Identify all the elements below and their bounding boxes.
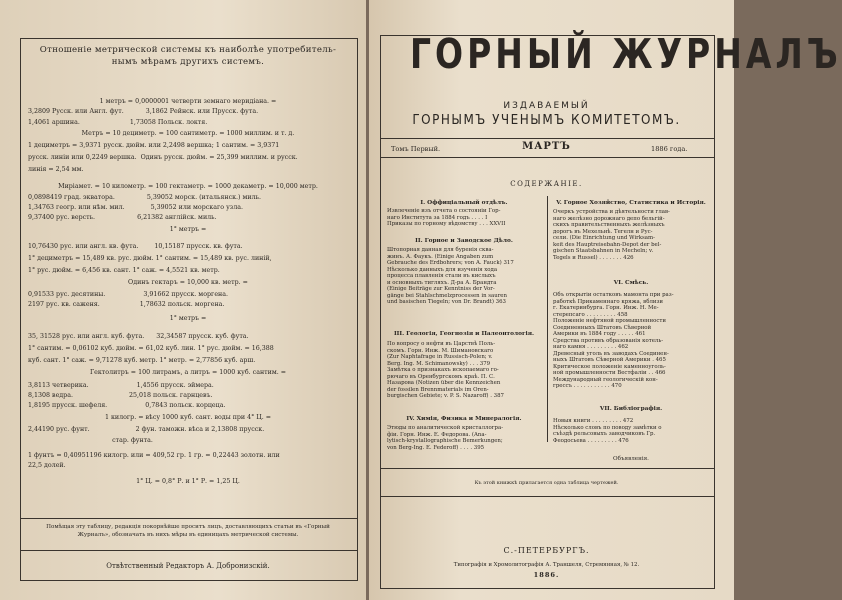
conversion-line: 22,5 долей. <box>28 462 66 469</box>
attachment-divider-bottom <box>380 496 714 497</box>
issue-year: 1886 года. <box>651 145 688 153</box>
conversion-line: 1 дециметръ = 3,9371 русск. дюйм. или 2,2498 вершка; 1 сантим. = 3,9371 <box>28 142 280 149</box>
conversion-line: Одинъ гектаръ = 10,000 кв. метр. = <box>128 279 248 286</box>
section-title-official: I. Оффиціальный отдѣлъ. <box>420 200 508 206</box>
conversion-line: 1° метръ = <box>169 315 207 322</box>
section-text-misc: Объ открытіи остатковъ мамонта при раз- работкѣ Прикаменнаго кряжа, вблизи г. Екатеринбурга. Горн. Инж. Н. Ме- стерепсаго . . . . . . . . . 458 Положеніе нефтяной промышленности Соединенныхъ Штатовъ Сѣверной Америки въ 1884 году . . . . . 461 Средства противъ образованія котель- наго камня . . . . . . . . . 462 Древесный уголь въ заводахъ Соединен- ныхъ Штатовъ Сѣверной Америки . 465 Критическое положеніе каменноуголь- ной промышленности Вестфаліи . . 466 Международный геологическій кон- грессъ . . . . . . . . . . . 470 <box>553 292 674 389</box>
conversion-line: Миріамет. = 10 километр. = 100 гектаметр. = 1000 декаметр. = 10,000 метр. <box>58 183 318 190</box>
conversion-line: 2,44190 рус. фунт. 2 фун. таможн. вѣса и 2,13808 прусск. <box>28 426 265 433</box>
imprint-year: 1886. <box>533 571 560 579</box>
issue-divider-top <box>380 138 714 139</box>
conversion-line: 0,0898419 град. экватора. 5,39052 морск. (итальянск.) миль. <box>28 194 262 201</box>
conversion-line: 1 килогр. = вѣсу 1000 куб. сант. воды при 4° Ц. = <box>104 414 272 421</box>
imprint-printer: Типографія и Хромолитографія А. Траншеля, Стремянная, № 12. <box>453 562 640 568</box>
editor-divider <box>20 550 357 551</box>
table-title-line-2: нымъ мѣрамъ другихъ системъ. <box>111 57 265 67</box>
section-title-economy: V. Горное Хозяйство, Статистика и Исторія. <box>556 200 706 206</box>
attachment-note: Къ этой книжкѣ прилагается одна таблица чертежей. <box>474 480 619 486</box>
conversion-line: 0,91533 рус. десятины. 3,91662 прусск. моргена. <box>28 291 228 298</box>
conversion-line: 1,34763 геогр. или нѣм. мил. 5,39052 или морскаго узла. <box>28 204 243 211</box>
footnote-divider <box>20 518 357 519</box>
footnote-line-2: Журналъ», обозначать въ нихъ мѣры въ единицахъ метрической системы. <box>77 532 299 538</box>
imprint-city: С.-ПЕТЕРБУРГЪ. <box>503 546 590 555</box>
conversion-line: 1° Ц. = 0,8° Р. и 1° Р. = 1,25 Ц. <box>136 478 240 485</box>
attachment-divider-top <box>380 468 714 469</box>
right-page <box>369 0 842 600</box>
left-page <box>0 0 366 600</box>
section-title-mining: II. Горное и Заводское Дѣло. <box>415 238 513 244</box>
volume-label: Томъ Первый. <box>391 145 441 153</box>
issue-divider-bottom <box>380 157 714 158</box>
section-text-chemistry: Этюды по аналитической кристаллогра- фіи. Горн. Инж. Е. Федорова. (Ana- lytisch-krystallographische Bemerkungen; von Berg-Ing. E. Federoff) . . . . 395 <box>387 425 504 451</box>
conversion-line: стар. фунта. <box>28 437 153 444</box>
conversion-line: Метръ = 10 дециметр. = 100 сантиметр. = 1000 миллим. и т. д. <box>81 130 295 137</box>
conversion-line: 35, 31528 рус. или англ. куб. фута. 32,34587 прусск. куб. фута. <box>28 333 249 340</box>
section-title-geology: III. Геологія, Геогнозія и Палеонтологія. <box>393 331 535 337</box>
conversion-line: Гектолитръ = 100 литрамъ, а литръ = 1000 куб. сантим. = <box>89 369 287 376</box>
conversion-line: 1,8195 прусск. шефеля. 0,7843 польск. корцеца. <box>28 402 226 409</box>
journal-masthead: ГОРНЫЙ ЖУРНАЛЪ <box>410 29 842 78</box>
conversion-line: русск. линіи или 0,2249 вершка. Одинъ русск. дюйм. = 25,399 миллим. и русск. <box>28 154 298 161</box>
contents-heading: СОДЕРЖАНІЕ. <box>510 180 583 188</box>
section-text-economy: Очеркъ устройства и дѣятельности глав- наго желѣзно дорожнаго депо бельгій- скихъ правительственныхъ желѣзныхъ дорогъ въ Мехельнѣ. Тегелн и Рус- сели. (Die Einrichtung und Wirksam- keit des Hauptreisebahn-Depot der bel- gischen Staatsbahnen in Mecheln; v. Tegels и Russel) . . . . . . . 426 <box>553 209 670 261</box>
table-title-line-1: Отношеніе метрической системы къ наиболѣе употребитель- <box>39 45 337 55</box>
contents-column-divider <box>547 196 548 442</box>
conversion-line: линія = 2,54 мм. <box>28 166 84 173</box>
conversion-line: 3,8113 четверика. 1,4556 прусск. эймера. <box>28 382 214 389</box>
section-text-mining: Штопорная данная для буренія сква- жинъ. А. Фаукъ. (Einige Angaben zum Gebrauche des Erdbohrers; von A. Fauck) 317 Нѣсколько данныхъ для изученія хода процесса плавленія стали въ кислыхъ и основныхъ тигляхъ. Д-ра А. Брандта (Einige Beiträge zur Kenntniss der Vor- gänge bei Stahlschmelzprocessen in sauren und basischen Tiegeln; von Dr. Brandt) 363 <box>387 247 514 305</box>
conversion-line: 1° сантим. = 0,06102 куб. дюйм. = 61,02 куб. лин. 1° рус. дюйм. = 16,388 <box>28 345 274 352</box>
publisher-line-2: ГОРНЫМЪ УЧЕНЫМЪ КОМИТЕТОМЪ. <box>412 111 681 128</box>
conversion-line: 1° рус. дюйм. = 6,456 кв. сант. 1° саж. = 4,5521 кв. метр. <box>28 267 220 274</box>
publisher-line-1: ИЗДАВАЕМЫЙ <box>503 101 590 111</box>
footnote-line-1: Помѣщая эту таблицу, редакція покорнѣйше проситъ лицъ, доставляющихъ статьи въ «Горный <box>46 524 330 530</box>
conversion-line: 1 фунтъ = 0,40951196 килогр. или = 409,52 гр. 1 гр. = 0,22443 золотн. или <box>28 452 280 459</box>
conversion-line: 1° метръ = <box>169 226 207 233</box>
section-title-misc: VI. Смѣсь. <box>613 280 649 286</box>
editor-line: Отвѣтственный Редакторъ А. Добронизскій. <box>106 562 270 570</box>
conversion-line: 9,37400 рус. версть. 6,21382 англійск. миль. <box>28 214 217 221</box>
conversion-line: 8,1308 ведра. 25,018 польск. гарнцевъ. <box>28 392 213 399</box>
section-text-official: Извлеченіе изъ отчета о состояніи Гор- наго Института за 1884 годъ . . . . I Приказы по горному вѣдомству . . . XXVII <box>387 208 506 227</box>
announcements-label: Объявленія. <box>613 456 649 462</box>
conversion-line: 10,76430 рус. или англ. кв. фута. 10,15187 прусск. кв. фута. <box>28 243 243 250</box>
conversion-line: 3,2809 Русск. или Англ. фут. 3,1862 Рейнск. или Прусск. фута. <box>28 108 259 115</box>
issue-month: МАРТЪ <box>522 141 571 152</box>
conversion-line: 1,4061 аршина. 1,73058 Польск. локтя. <box>28 119 208 126</box>
conversion-line: 2197 рус. кв. саженя. 1,78632 польск. моргена. <box>28 301 225 308</box>
conversion-line: куб. сант. 1° саж. = 9,71278 куб. метр. 1° метр. = 2,77856 куб. арш. <box>28 357 256 364</box>
section-title-bibliography: VII. Библіографія. <box>599 406 663 412</box>
conversion-line: 1 метръ = 0,0000001 четверти земнаго меридіана. = <box>99 98 277 105</box>
conversion-line: 1° дециметръ = 15,489 кв. рус. дюйм. 1° сантим. = 15,489 кв. рус. линій, <box>28 255 272 262</box>
section-text-bibliography: Новыя книги . . . . . . . . . 472 Нѣсколько словъ по поводу замѣтки о съѣздѣ рельсовыхъ заводчиковъ Гр. Феодосьева . . . . . . . . . 476 <box>553 418 662 444</box>
section-text-geology: По вопросу о нефти въ Царствѣ Поль- скомъ. Горн. Инж. М. Шимановскаго (Zur Naphtafrage in Russisch-Polen; v. Berg. Ing. M. Schimanowsky) . . . 379 Замѣтка о признакахъ ископаемаго го- рючаго въ Оренбургскомъ краѣ. П. С. Назарова (Notizen über die Kennzeichen der fossilen Brennmaterials im Oren- burgischen Gebiete; v. P. S. Nazaroff) . 387 <box>387 341 504 399</box>
section-title-chemistry: IV. Химія, Физика и Минералогія. <box>406 416 522 422</box>
